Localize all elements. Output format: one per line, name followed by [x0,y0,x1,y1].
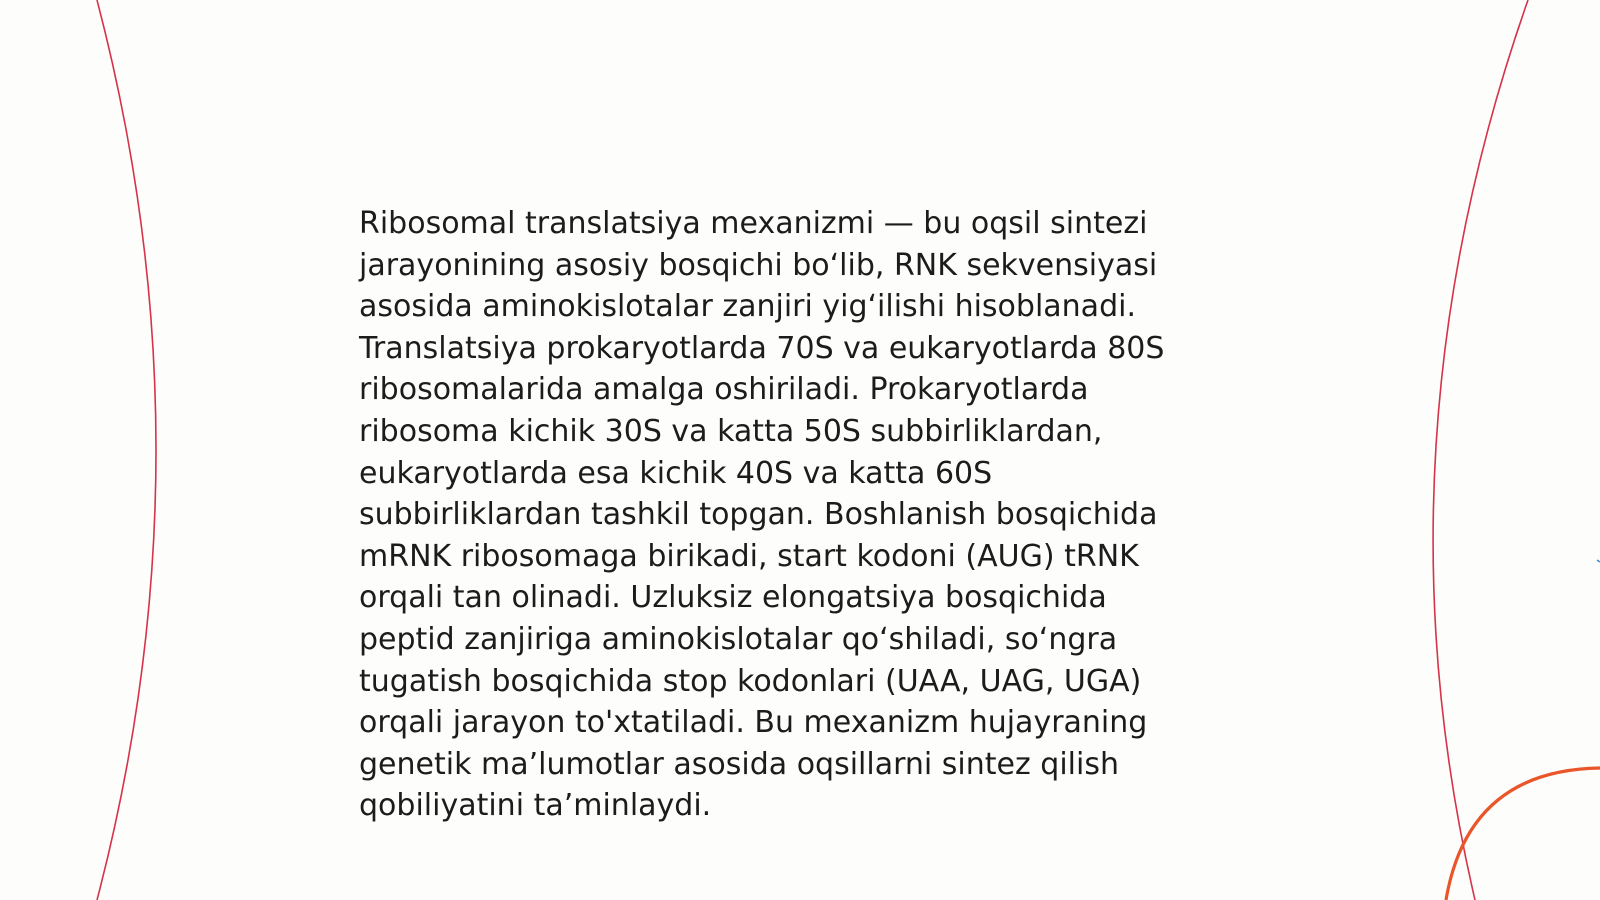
paragraph-line: Translatsiya prokaryotlarda 70S va eukaryotlarda 80S [359,330,1165,366]
paragraph-line: asosida aminokislotalar zanjiri yig‘ilishi hisoblanadi. [359,289,1136,325]
paragraph-line: tugatish bosqichida stop kodonlari (UAA, UAG, UGA) [359,663,1142,699]
paragraph-line: ribosoma kichik 30S va katta 50S subbirliklardan, [359,413,1103,449]
paragraph-line: jarayonining asosiy bosqichi bo‘lib, RNK sekvensiyasi [359,247,1158,283]
corner-arc [1446,768,1600,900]
paragraph-line: qobiliyatini ta’minlaydi. [359,788,712,824]
paragraph-line: subbirliklardan tashkil topgan. Boshlanish bosqichida [359,497,1158,533]
paragraph-line: genetik ma’lumotlar asosida oqsillarni sintez qilish [359,746,1119,782]
paragraph-line: eukaryotlarda esa kichik 40S va katta 60S [359,455,993,491]
paragraph-line: orqali jarayon to'xtatiladi. Bu mexanizm hujayraning [359,705,1148,741]
paragraph-line: peptid zanjiriga aminokislotalar qo‘shiladi, so‘ngra [359,621,1118,657]
paragraph-line: mRNK ribosomaga birikadi, start kodoni (AUG) tRNK [359,538,1139,574]
paragraph-line: Ribosomal translatsiya mexanizmi — bu oqsil sintezi [359,206,1148,241]
right-arc [1433,0,1528,900]
paragraph-line: ribosomalarida amalga oshiriladi. Prokaryotlarda [359,372,1089,408]
left-arc [97,0,156,900]
body-paragraph [359,203,1239,827]
paragraph-line: orqali tan olinadi. Uzluksiz elongatsiya bosqichida [359,580,1107,616]
